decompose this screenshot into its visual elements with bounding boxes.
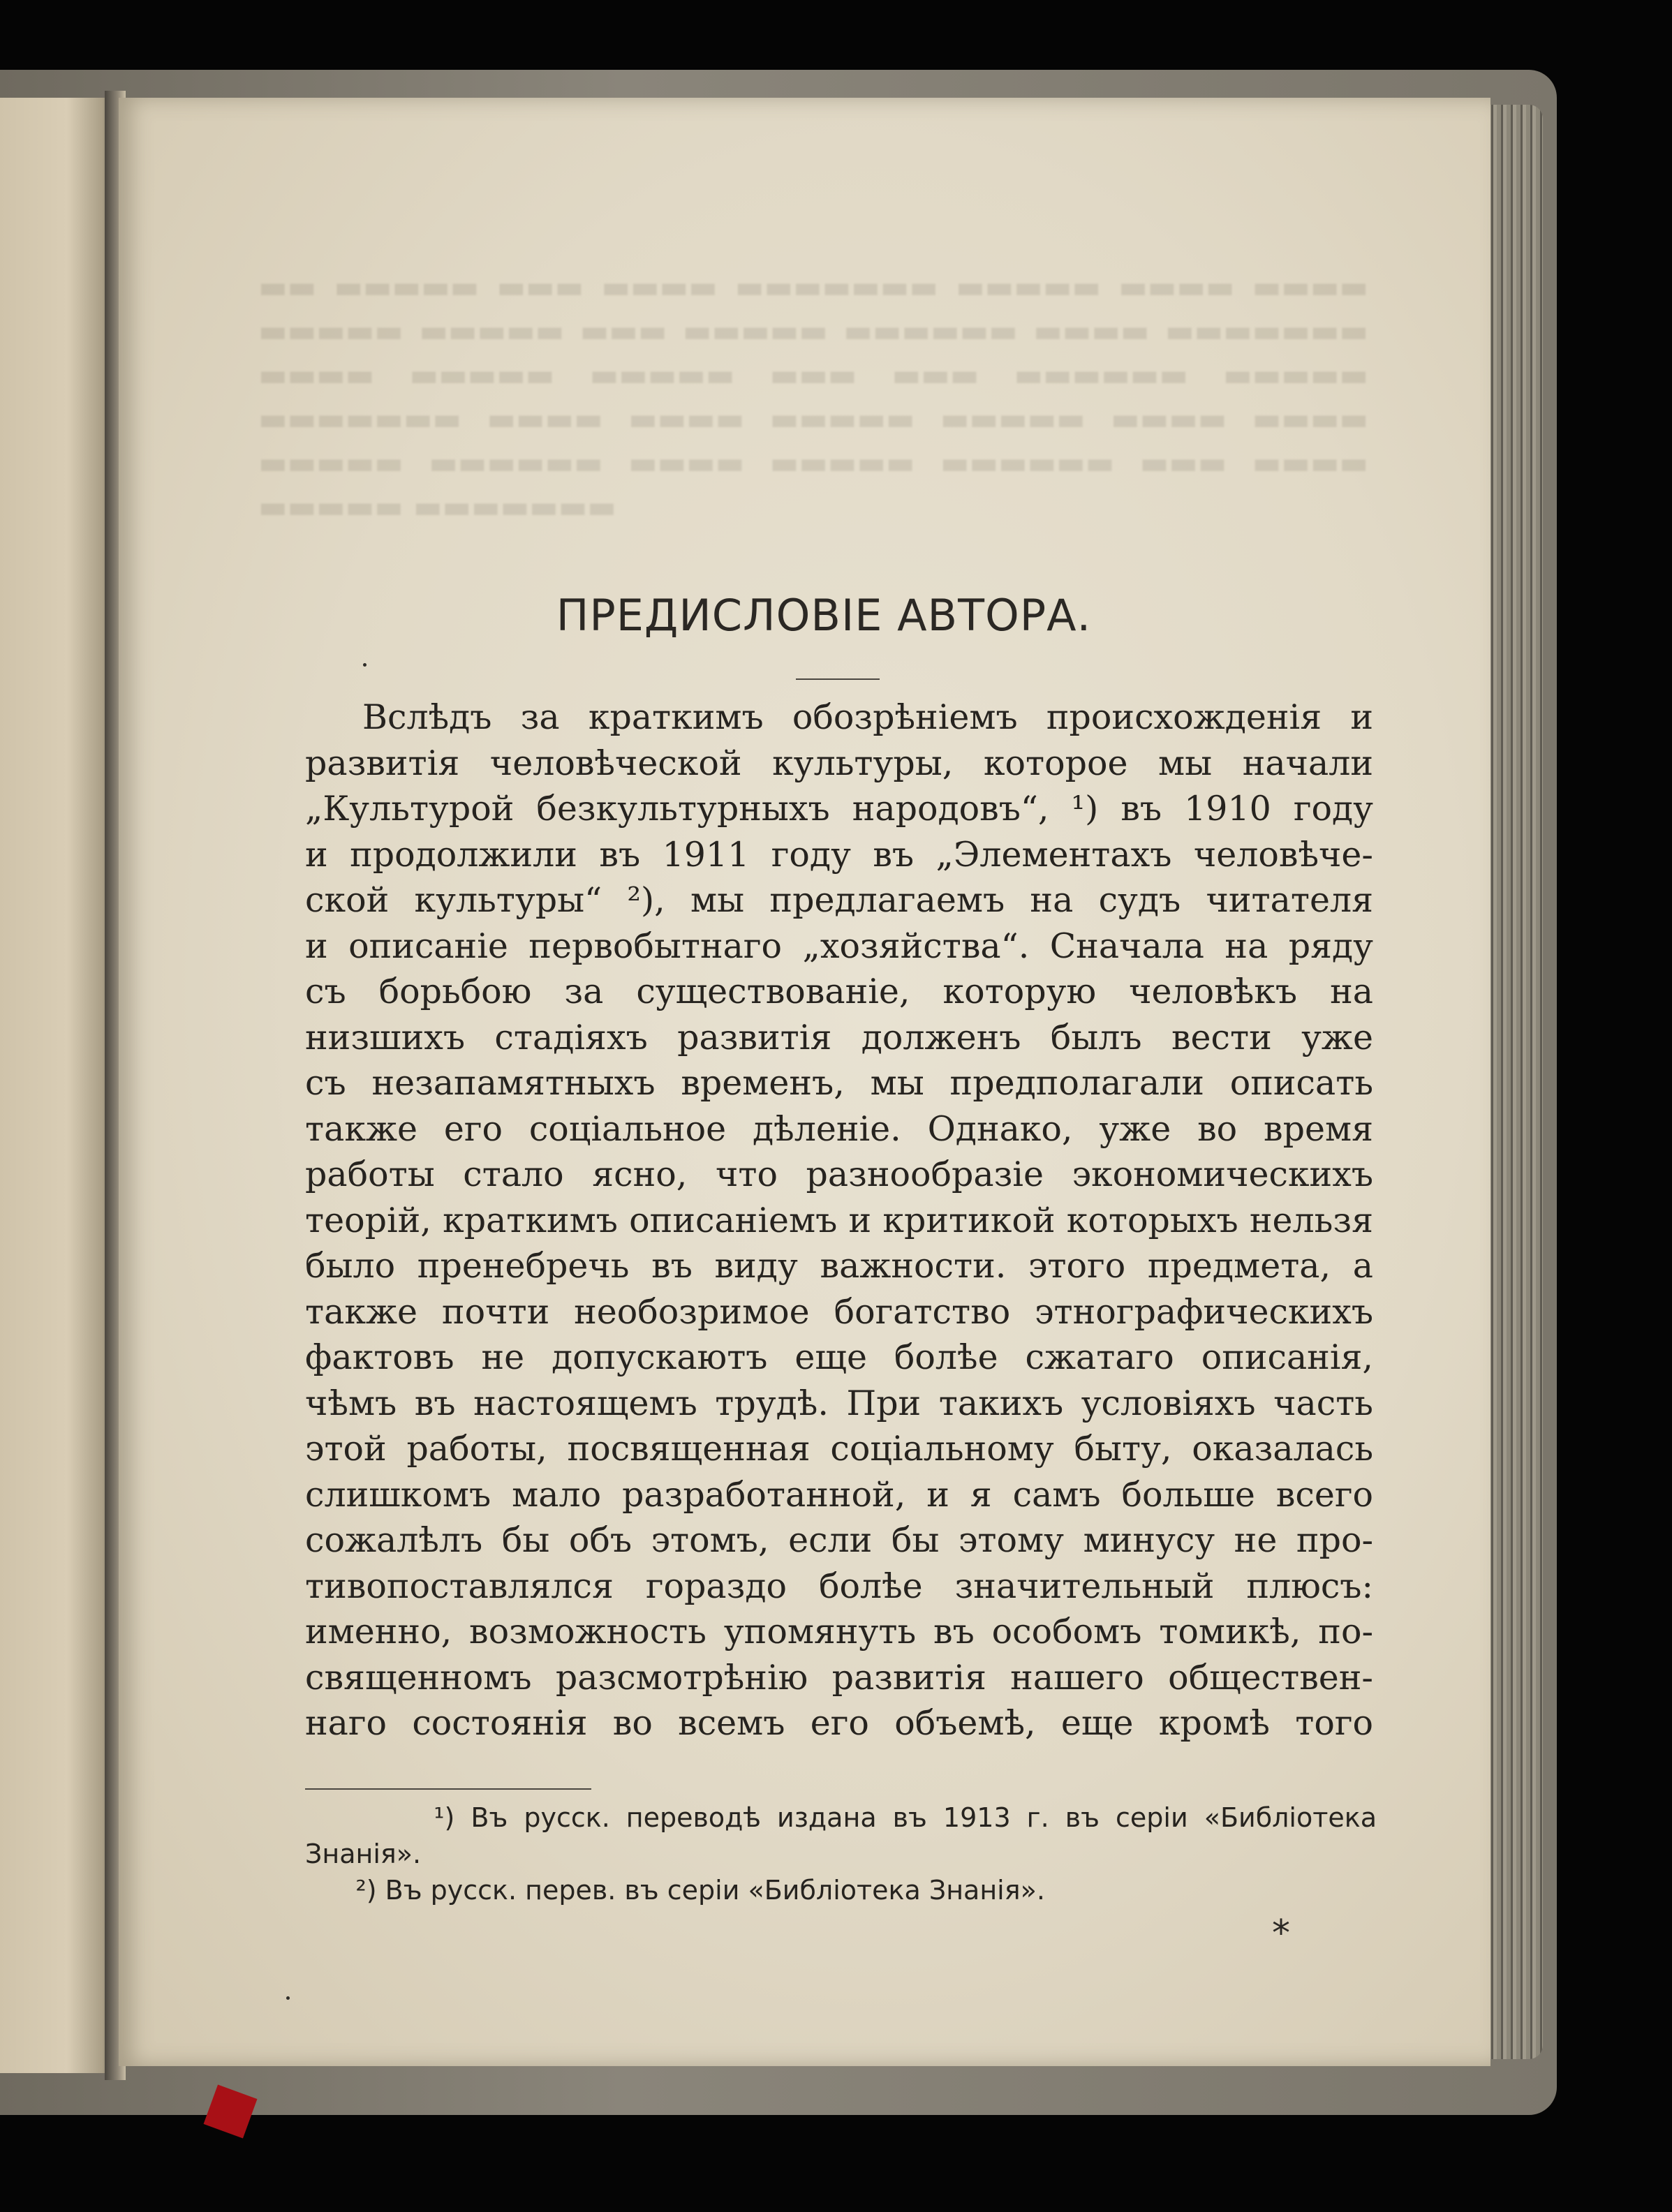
text-line: съ борьбою за существованіе, которую человѣкъ на bbox=[305, 972, 1373, 1011]
body-text bbox=[305, 695, 1373, 1746]
footnote-rule bbox=[305, 1788, 591, 1790]
text-line: Вслѣдъ за краткимъ обозрѣніемъ происхожденія и bbox=[362, 697, 1373, 737]
text-line: низшихъ стадіяхъ развитія долженъ былъ вести уже bbox=[305, 1017, 1373, 1057]
text-line: этой работы, посвященная соціальному быту, оказалась bbox=[305, 1429, 1373, 1469]
footnote-2-text: Въ русск. перев. въ серіи «Библіотека Знанія». bbox=[385, 1875, 1045, 1906]
footnote-1 bbox=[305, 1799, 1377, 1836]
text-line: также его соціальное дѣленіе. Однако, уже во время bbox=[305, 1108, 1373, 1149]
text-line: священномъ разсмотрѣнію развитія нашего обществен- bbox=[305, 1657, 1373, 1698]
text-line: чѣмъ въ настоящемъ трудѣ. При такихъ условіяхъ часть bbox=[305, 1383, 1373, 1423]
text-line: слишкомъ мало разработанной, и я самъ больше всего bbox=[305, 1474, 1373, 1515]
text-line: также почти необозримое богатство этнографическихъ bbox=[305, 1291, 1373, 1332]
left-page-edge bbox=[0, 98, 112, 2073]
text-line: и продолжили въ 1911 году въ „Элементахъ человѣче- bbox=[305, 834, 1373, 875]
text-line: „Культурой безкультурныхъ народовъ“, ¹) въ 1910 году bbox=[305, 789, 1373, 829]
show-through-text: ▬▬ ▬▬▬▬▬ ▬▬▬ ▬▬▬▬ ▬▬▬▬▬▬▬ ▬▬▬▬▬ ▬▬▬▬ ▬▬▬▬ ▬▬▬▬▬ ▬▬▬▬▬ ▬▬▬ ▬▬▬▬▬ ▬▬▬▬▬▬ ▬▬▬▬ ▬▬▬▬▬▬▬ ▬▬▬▬ ▬▬▬▬▬ ▬▬▬▬▬ ▬▬▬ ▬▬▬ ▬▬▬▬▬▬ ▬▬▬▬▬ ▬▬▬▬▬▬▬ ▬▬▬▬ ▬▬▬▬ ▬▬▬▬▬ ▬▬▬▬▬ ▬▬▬▬ ▬▬▬▬ ▬▬▬▬▬ ▬▬▬▬▬▬ ▬▬▬▬ ▬▬▬▬▬ ▬▬▬▬▬▬ ▬▬▬ ▬▬▬▬ ▬▬▬▬▬ ▬▬▬▬▬▬▬ bbox=[258, 269, 1368, 525]
footnote-1-marker: ¹) bbox=[434, 1802, 455, 1833]
text-line: ской культуры“ ²), мы предлагаемъ на судъ читателя bbox=[305, 880, 1373, 920]
page-speck bbox=[363, 663, 367, 667]
text-line: сожалѣлъ бы объ этомъ, если бы этому минусу не про- bbox=[305, 1520, 1373, 1560]
text-line: развитія человѣческой культуры, которое мы начали bbox=[305, 743, 1373, 783]
text-line: работы стало ясно, что разнообразіе экономическихъ bbox=[305, 1155, 1373, 1194]
text-line: теорій, краткимъ описаніемъ и критикой которыхъ нельзя bbox=[305, 1200, 1373, 1240]
text-line: съ незапамятныхъ временъ, мы предполагали описать bbox=[305, 1063, 1373, 1103]
footnote-2-marker: ²) bbox=[355, 1875, 377, 1906]
footnote-1-text: Въ русск. переводѣ издана въ 1913 г. въ серіи «Библіотека bbox=[471, 1802, 1377, 1833]
footnote-1-continuation: Знанія». bbox=[305, 1839, 422, 1869]
text-line: тивопоставлялся гораздо болѣе значительный плюсъ: bbox=[305, 1566, 1373, 1606]
text-line: наго состоянія во всемъ его объемѣ, еще кромѣ того bbox=[305, 1703, 1373, 1743]
text-line: и описаніе первобытнаго „хозяйства“. Сначала на ряду bbox=[305, 926, 1373, 966]
page-speck bbox=[286, 1996, 290, 2000]
text-line: было пренебречь въ виду важности. этого предмета, а bbox=[305, 1246, 1373, 1286]
title-rule bbox=[796, 678, 880, 680]
signature-mark: * bbox=[1272, 1913, 1290, 1954]
text-line: именно, возможность упомянуть въ особомъ томикѣ, по- bbox=[305, 1612, 1373, 1651]
text-line: фактовъ не допускаютъ еще болѣе сжатаго описанія, bbox=[305, 1337, 1373, 1377]
page-edges bbox=[1487, 105, 1543, 2059]
page-title: ПРЕДИСЛОВІЕ АВТОРА. bbox=[556, 590, 1092, 641]
footnotes bbox=[305, 1799, 1377, 1908]
footnote-2 bbox=[305, 1872, 1377, 1908]
